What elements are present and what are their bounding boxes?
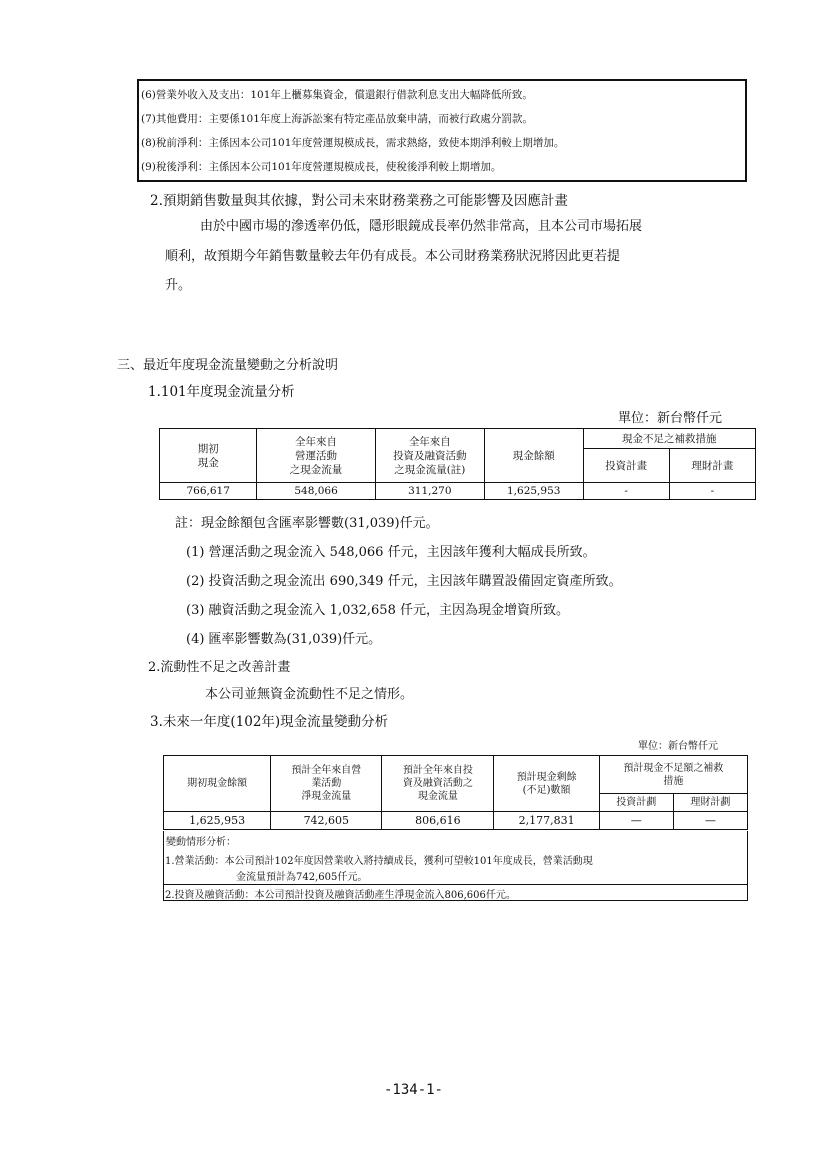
- analysis-item: (2) 投資活動之現金流出 690,349 仟元，主因該年購置設備固定資產所致。: [186, 574, 622, 589]
- th-text: 預計現金不足額之補救: [623, 762, 724, 774]
- section2-para-line: 順利，故預期今年銷售數量較去年仍有成長。本公司財務業務狀況將因此更若提: [165, 249, 621, 264]
- th-text: 現金: [197, 456, 219, 469]
- th-balance: 現金餘額: [484, 429, 583, 483]
- section2-para-line: 升。: [165, 278, 192, 293]
- table-cell: 766,617: [160, 483, 257, 500]
- analysis-line: 金流量預計為742,605仟元。: [236, 872, 368, 883]
- unit-label-1: 單位：新台幣仟元: [618, 411, 723, 426]
- section3-heading: 三、最近年度現金流量變動之分析說明: [117, 358, 339, 373]
- table-row: [160, 483, 756, 500]
- th-text: 預計現金剩餘: [516, 771, 577, 783]
- note-line: (9)稅後淨利：主係因本公司101年度營運規模成長，使稅後淨利較上期增加。: [141, 161, 502, 173]
- th-invest-plan: 投資計畫: [583, 449, 669, 483]
- section3-sub2: 2.流動性不足之改善計畫: [148, 660, 291, 675]
- th-operating: [257, 429, 375, 483]
- th-remedy: [599, 756, 747, 794]
- th-text: 淨現金流量: [301, 791, 352, 802]
- table-cell: 806,616: [382, 812, 494, 830]
- th-remedy: 現金不足之補救措施: [583, 429, 756, 449]
- divider: [164, 884, 747, 885]
- table-cell: —: [599, 812, 673, 830]
- th-text: 期初: [197, 442, 219, 455]
- table-cell: 1,625,953: [484, 483, 583, 500]
- th-text: 之現金流量: [289, 463, 343, 476]
- table-cell: -: [669, 483, 755, 500]
- th-opening-balance: 期初現金餘額: [164, 756, 271, 812]
- change-analysis-box: [163, 831, 748, 901]
- th-text: (不足)數額: [522, 784, 571, 796]
- page-number: -134-1-: [383, 1082, 443, 1098]
- table-cell: 1,625,953: [164, 812, 271, 830]
- th-operating: [271, 756, 382, 812]
- th-text: 現金流量: [417, 791, 458, 802]
- cashflow-forecast-table-102: [163, 755, 748, 830]
- cashflow-table-101: [159, 428, 756, 500]
- note-line: (7)其他費用：主要係101年度上海訴訟案有特定產品放棄申請，而被行政處分罰款。: [141, 113, 533, 125]
- table-cell: 311,270: [375, 483, 484, 500]
- th-text: 措施: [663, 775, 684, 787]
- th-text: 全年來自: [408, 435, 451, 448]
- th-opening-cash: [160, 429, 257, 483]
- table-cell: 742,605: [271, 812, 382, 830]
- th-finance-plan: 理財計劃: [673, 794, 747, 812]
- analysis-item: (1) 營運活動之現金流入 548,066 仟元，主因該年獲利大幅成長所致。: [186, 545, 596, 560]
- analysis-line: 1.營業活動：本公司預計102年度因營業收入將持續成長，獲利可望較101年度成長，營業活動現: [165, 856, 593, 867]
- analysis-line: 2.投資及融資活動：本公司預計投資及融資活動產生淨現金流入806,606仟元。: [165, 890, 516, 901]
- th-text: 投資及融資活動: [393, 449, 467, 462]
- th-finance-plan: 理財計畫: [669, 449, 755, 483]
- th-text: 業活動: [311, 778, 342, 789]
- th-balance: [494, 756, 599, 812]
- th-text: 資及融資活動之: [402, 778, 473, 789]
- th-text: 之現金流量(註): [394, 463, 466, 476]
- analysis-title: 變動情形分析：: [166, 837, 236, 848]
- th-text: 全年來自: [295, 435, 338, 448]
- notes-box: [137, 79, 747, 182]
- section3-sub2-text: 本公司並無資金流動性不足之情形。: [205, 687, 414, 702]
- analysis-item: (3) 融資活動之現金流入 1,032,658 仟元，主因為現金增資所致。: [186, 603, 569, 618]
- table-row: [164, 812, 748, 830]
- unit-label-2: 單位：新台幣仟元: [638, 741, 718, 752]
- note-line: (8)稅前淨利：主係因本公司101年度營運規模成長，需求熱絡，致使本期淨利較上期增加。: [141, 137, 565, 149]
- analysis-item: (4) 匯率影響數為(31,039)仟元。: [186, 632, 382, 647]
- section3-sub1: 1.101年度現金流量分析: [148, 384, 295, 400]
- table-cell: —: [673, 812, 747, 830]
- th-text: 預計全年來自投: [402, 765, 473, 776]
- table-cell: -: [583, 483, 669, 500]
- section2-para-line: 由於中國市場的滲透率仍低，隱形眼鏡成長率仍然非常高，且本公司市場拓展: [200, 219, 643, 234]
- th-inv-fin: [375, 429, 484, 483]
- th-invest-plan: 投資計劃: [599, 794, 673, 812]
- th-text: 營運活動: [295, 449, 338, 462]
- table1-footnote: 註：現金餘額包含匯率影響數(31,039)仟元。: [175, 516, 439, 531]
- section3-sub3: 3.未來一年度(102年)現金流量變動分析: [150, 714, 389, 730]
- note-line: (6)營業外收入及支出：101年上櫃募集資金，償還銀行借款利息支出大幅降低所致。: [141, 89, 533, 101]
- th-inv-fin: [382, 756, 494, 812]
- table-cell: 2,177,831: [494, 812, 599, 830]
- table-cell: 548,066: [257, 483, 375, 500]
- section2-heading: 2.預期銷售數量與其依據，對公司未來財務業務之可能影響及因應計畫: [150, 193, 568, 209]
- th-text: 預計全年來自營: [291, 765, 362, 776]
